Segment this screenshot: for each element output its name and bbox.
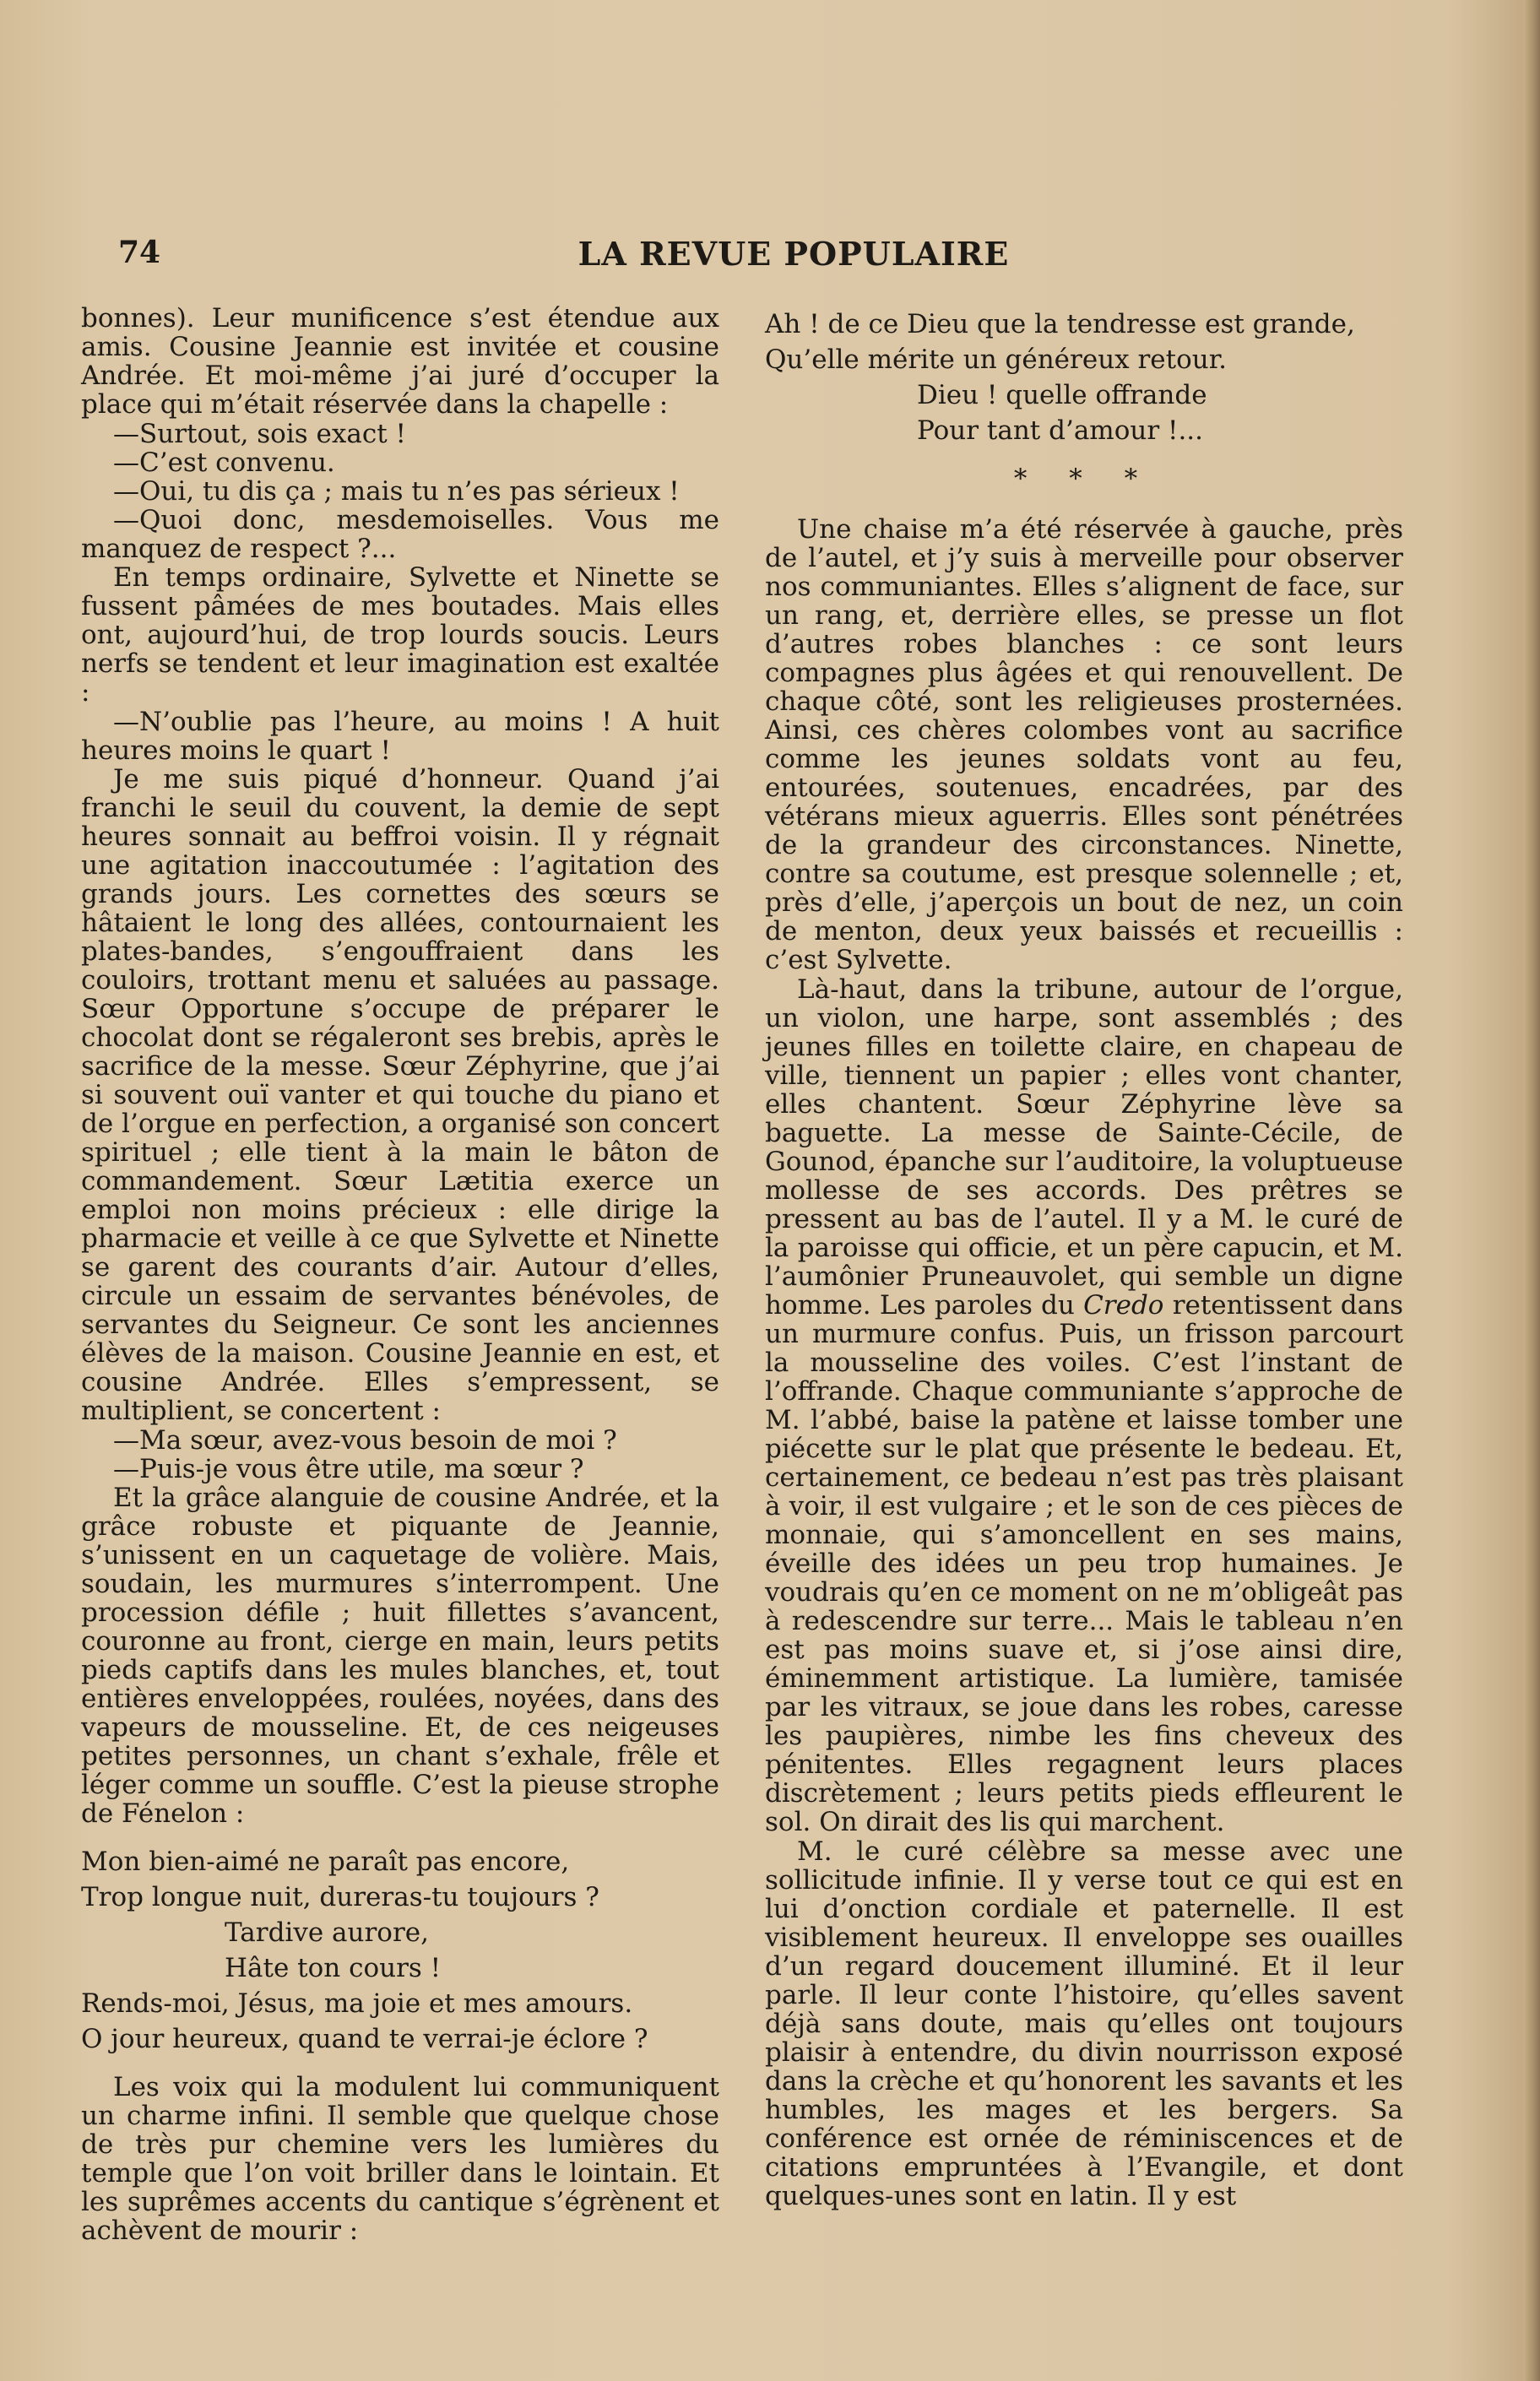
page-number: 74 bbox=[118, 235, 161, 270]
paragraph-text: Là-haut, dans la tribune, autour de l’orgue, un violon, une harpe, sont assemblés ; des jeunes filles en toilette claire, en chapeau de ville, tiennent un papier ; elles vont chanter, elles chantent. Sœur Zéphyrine lève sa baguette. La messe de Sainte-Cécile, de Gounod, épanche sur l’auditoire, la voluptueuse mollesse de ses accords. Des prêtres se pressent au bas de l’autel. Il y a M. le curé de la paroisse qui officie, et un père capucin, et M. l’aumônier Pruneauvolet, qui semble un digne homme. Les paroles du bbox=[765, 974, 1403, 1321]
verse-line: Rends-moi, Jésus, ma joie et mes amours. bbox=[81, 1988, 633, 2019]
page-edge bbox=[1523, 0, 1540, 2381]
right-column bbox=[765, 304, 1403, 2211]
section-separator: * * * bbox=[1013, 464, 1155, 494]
dialogue-line: —C’est convenu. bbox=[113, 447, 335, 478]
verse-block bbox=[81, 1847, 719, 2054]
dialogue-line: —Oui, tu dis ça ; mais tu n’es pas sérieux ! bbox=[113, 476, 680, 507]
verse-line: Qu’elle mérite un généreux retour. bbox=[765, 344, 1228, 375]
paragraph: Et la grâce alanguie de cousine Andrée, et la grâce robuste et piquante de Jeannie, s’unissent en un caquetage de volière. Mais, soudain, les murmures s’interrompent. Une procession défile ; huit fillettes s’avancent, couronne au front, cierge en main, leurs petits pieds captifs dans les mules blanches, et, tout entières enveloppées, roulées, noyées, dans des vapeurs de mousseline. Et, de ces neigeuses petites personnes, un chant s’exhale, frêle et léger comme un souffle. C’est la pieuse strophe de Fénelon : bbox=[81, 1483, 719, 1829]
verse-line: Ah ! de ce Dieu que la tendresse est grande, bbox=[765, 309, 1355, 339]
verse-line: Dieu ! quelle offrande bbox=[917, 380, 1207, 410]
italic-title: Credo bbox=[1083, 1290, 1164, 1321]
running-head: LA REVUE POPULAIRE bbox=[578, 235, 1010, 273]
paragraph: En temps ordinaire, Sylvette et Ninette se fussent pâmées de mes boutades. Mais elles ont, aujourd’hui, de trop lourds soucis. Leurs nerfs se tendent et leur imagination est exaltée : bbox=[81, 562, 719, 708]
paragraph: bonnes). Leur munificence s’est étendue aux amis. Cousine Jeannie est invitée et cousine Andrée. Et moi-même j’ai juré d’occuper la place qui m’était réservée dans la chapelle : bbox=[81, 303, 719, 420]
verse-line: Pour tant d’amour !... bbox=[917, 415, 1204, 446]
verse-line: Hâte ton cours ! bbox=[225, 1953, 442, 1983]
paragraph bbox=[765, 975, 1403, 1836]
dialogue-line: —Ma sœur, avez-vous besoin de moi ? bbox=[113, 1425, 617, 1456]
paragraph: Je me suis piqué d’honneur. Quand j’ai franchi le seuil du couvent, la demie de sept heures sonnait au beffroi voisin. Il y régnait une agitation inaccoutumée : l’agitation des grands jours. Les cornettes des sœurs se hâtaient le long des allées, contournaient les plates-bandes, s’engouffraient dans les couloirs, trottant menu et saluées au passage. Sœur Opportune s’occupe de préparer le chocolat dont se régaleront ses brebis, après le sacrifice de la messe. Sœur Zéphyrine, que j’ai si souvent ouï vanter et qui touche du piano et de l’orgue en perfection, a organisé son concert spirituel ; elle tient à la main le bâton de commandement. Sœur Lætitia exerce un emploi non moins précieux : elle dirige la pharmacie et veille à ce que Sylvette et Ninette se garent des courants d’air. Autour d’elles, circule un essaim de servantes bénévoles, de servantes du Seigneur. Ce sont les anciennes élèves de la maison. Cousine Jeannie en est, et cousine Andrée. Elles s’empressent, se multiplient, se concertent : bbox=[81, 764, 719, 1426]
dialogue-line: —Surtout, sois exact ! bbox=[113, 419, 406, 449]
paragraph: M. le curé célèbre sa messe avec une sollicitude infinie. Il y verse tout ce qui est en lui d’onction cordiale et paternelle. Il est visiblement heureux. Il enveloppe ses ouailles d’un regard doucement illuminé. Et il leur parle. Il leur conte l’histoire, qu’elles savent déjà sans doute, mais qu’elles ont toujours plaisir à entendre, du divin nourrisson exposé dans la crèche et qu’honorent les savants et les humbles, les mages et les bergers. Sa conférence est ornée de réminiscences et de citations empruntées à l’Evangile, et dont quelques-unes sont en latin. Il y est bbox=[765, 1836, 1403, 2211]
verse-line: Trop longue nuit, dureras-tu toujours ? bbox=[81, 1882, 599, 1912]
page-header bbox=[118, 235, 1402, 277]
left-column bbox=[81, 304, 719, 2246]
dialogue-line: —Quoi donc, mesdemoiselles. Vous me manquez de respect ?... bbox=[81, 505, 719, 564]
verse-line: Tardive aurore, bbox=[225, 1917, 429, 1948]
verse-line: O jour heureux, quand te verrai-je éclore ? bbox=[81, 2024, 648, 2054]
verse-block bbox=[765, 309, 1403, 446]
paragraph-text: retentissent dans un murmure confus. Puis, un frisson parcourt la mousseline des voiles. C’est l’instant de l’offrande. Chaque communiante s’approche de M. l’abbé, baise la patène et laisse tomber une piécette sur le plat que présente le bedeau. Et, certainement, ce bedeau n’est pas très plaisant à voir, il est vulgaire ; et le son de ces pièces de monnaie, qui s’amoncellent en ses mains, éveille des idées un peu trop humaines. Je voudrais qu’en ce moment on ne m’obligeât pas à redescendre sur terre... Mais le tableau n’en est pas moins suave et, si j’ose ainsi dire, éminemment artistique. La lumière, tamisée par les vitraux, se joue dans les robes, caresse les paupières, nimbe les fins cheveux des pénitentes. Elles regagnent leurs places discrètement ; leurs petits pieds effleurent le sol. On dirait des lis qui marchent. bbox=[765, 1290, 1403, 1837]
paragraph: Une chaise m’a été réservée à gauche, près de l’autel, et j’y suis à merveille pour observer nos communiantes. Elles s’alignent de face, sur un rang, et, derrière elles, se presse un flot d’autres robes blanches : ce sont leurs compagnes plus âgées et qui renouvellent. De chaque côté, sont les religieuses prosternées. Ainsi, ces chères colombes vont au sacrifice comme les jeunes soldats vont au feu, entourées, soutenues, encadrées, par des vétérans mieux aguerris. Elles sont pénétrées de la grandeur des circonstances. Ninette, contre sa coutume, est presque solennelle ; et, près d’elle, j’aperçois un bout de nez, un coin de menton, deux yeux baissés et recueillis : c’est Sylvette. bbox=[765, 514, 1403, 975]
paragraph: Les voix qui la modulent lui communiquent un charme infini. Il semble que quelque chose de très pur chemine vers les lumières du temple que l’on voit briller dans le lointain. Et les suprêmes accents du cantique s’égrènent et achèvent de mourir : bbox=[81, 2072, 719, 2246]
dialogue-line: —Puis-je vous être utile, ma sœur ? bbox=[113, 1454, 584, 1484]
dialogue-line: —N’oublie pas l’heure, au moins ! A huit heures moins le quart ! bbox=[81, 707, 719, 766]
verse-line: Mon bien-aimé ne paraît pas encore, bbox=[81, 1847, 570, 1877]
